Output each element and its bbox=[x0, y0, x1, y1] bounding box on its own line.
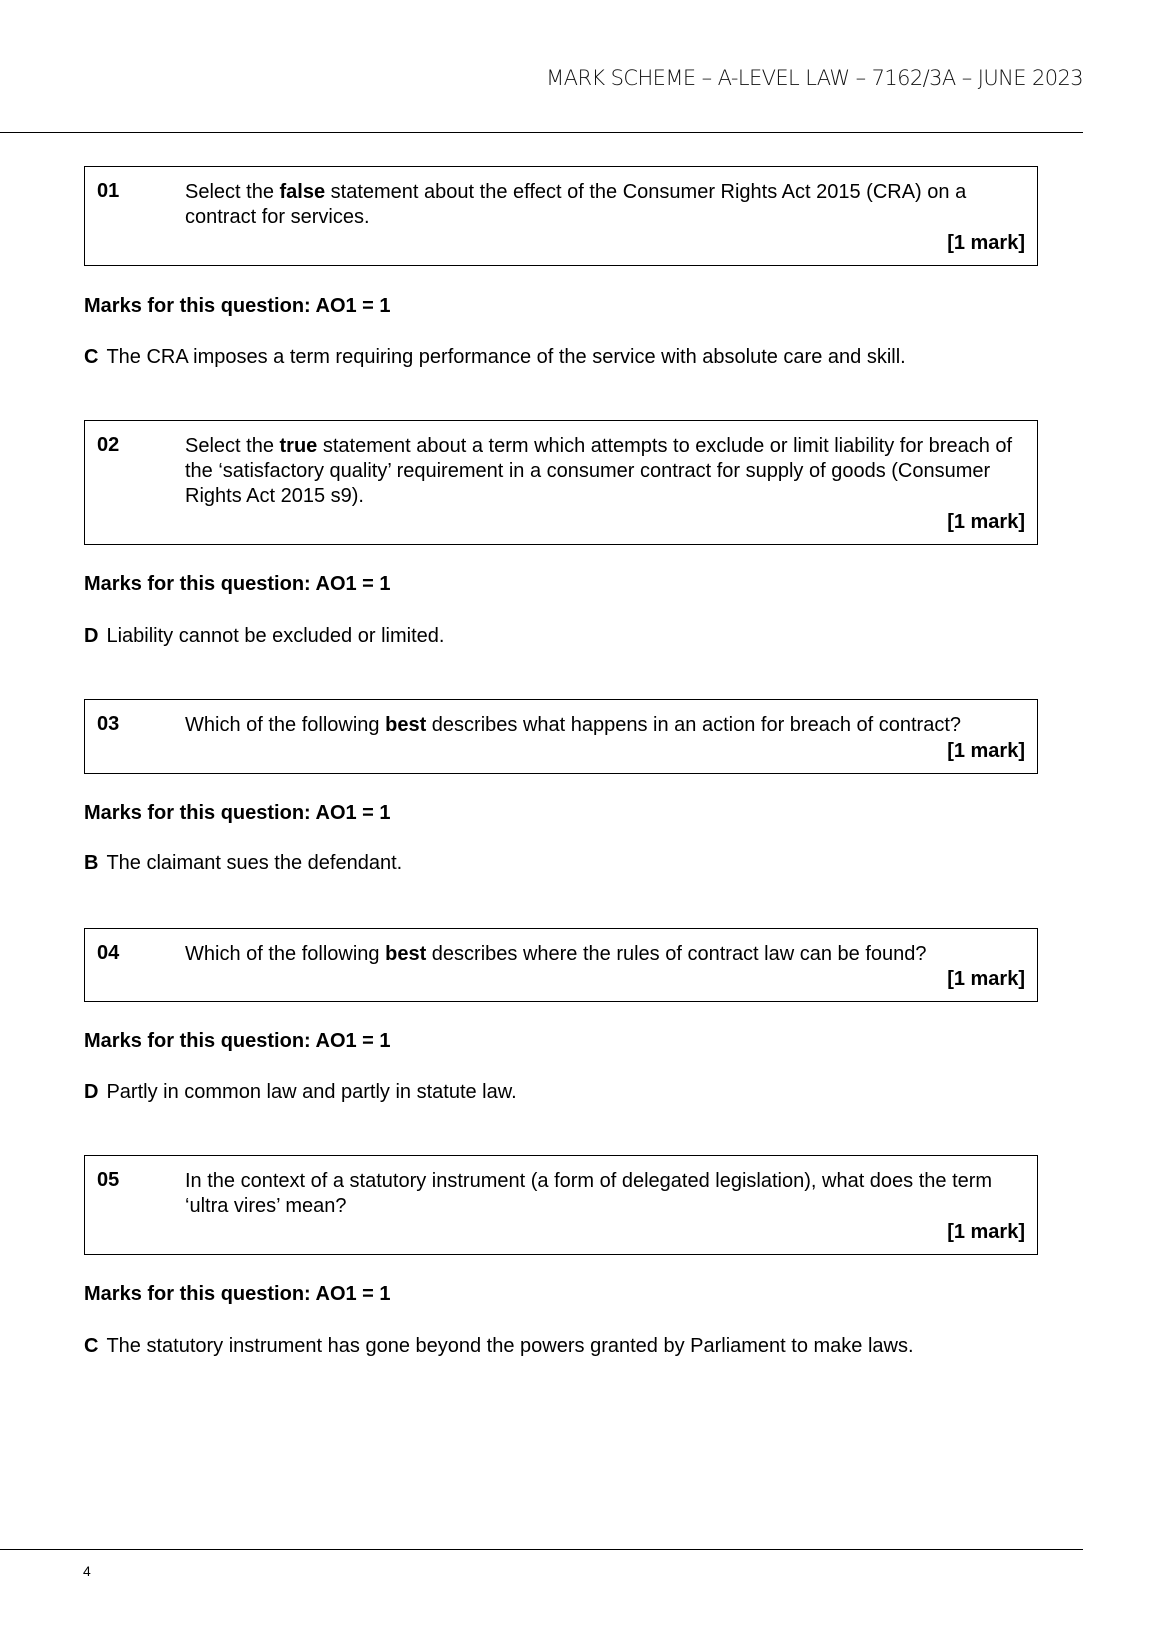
question-number: 03 bbox=[97, 713, 120, 735]
mark-allocation: [1 mark] bbox=[947, 511, 1025, 533]
answer bbox=[84, 1081, 517, 1104]
answer-letter: D bbox=[84, 1081, 99, 1103]
answer bbox=[84, 852, 402, 875]
text: Which of the following bbox=[185, 714, 386, 736]
question-text bbox=[185, 1169, 1025, 1219]
question-box-02 bbox=[84, 420, 1038, 545]
question-text bbox=[185, 180, 1025, 230]
answer-text: The claimant sues the defendant. bbox=[106, 852, 403, 874]
question-number: 04 bbox=[97, 942, 120, 964]
answer-text: The CRA imposes a term requiring performance of the service with absolute care and skill. bbox=[106, 346, 906, 368]
marks-line: Marks for this question: AO1 = 1 bbox=[84, 295, 391, 317]
mark-allocation: [1 mark] bbox=[947, 740, 1025, 762]
answer-text: The statutory instrument has gone beyond the powers granted by Parliament to make laws. bbox=[106, 1335, 914, 1357]
question-box-03 bbox=[84, 699, 1038, 774]
question-number: 01 bbox=[97, 180, 120, 202]
emphasis: false bbox=[279, 181, 326, 203]
mark-allocation: [1 mark] bbox=[947, 1221, 1025, 1243]
header-divider bbox=[0, 132, 1083, 133]
answer-letter: B bbox=[84, 852, 99, 874]
answer-letter: C bbox=[84, 1335, 99, 1357]
emphasis: true bbox=[279, 435, 318, 457]
question-box-04 bbox=[84, 928, 1038, 1002]
marks-line: Marks for this question: AO1 = 1 bbox=[84, 1030, 391, 1052]
answer bbox=[84, 625, 444, 648]
text: Which of the following bbox=[185, 943, 386, 965]
answer-text: Liability cannot be excluded or limited. bbox=[106, 625, 445, 647]
answer-letter: D bbox=[84, 625, 99, 647]
mark-allocation: [1 mark] bbox=[947, 232, 1025, 254]
question-number: 02 bbox=[97, 434, 120, 456]
marks-line: Marks for this question: AO1 = 1 bbox=[84, 802, 391, 824]
text: statement about the effect of the Consumer Rights Act 2015 (CRA) on a contract for services. bbox=[185, 181, 967, 228]
answer-text: Partly in common law and partly in statute law. bbox=[106, 1081, 517, 1103]
text: describes what happens in an action for breach of contract? bbox=[426, 714, 961, 736]
question-text bbox=[185, 713, 1025, 738]
footer-divider bbox=[0, 1549, 1083, 1550]
emphasis: best bbox=[385, 714, 427, 736]
text: Select the bbox=[185, 435, 280, 457]
marks-line: Marks for this question: AO1 = 1 bbox=[84, 1283, 391, 1305]
question-text bbox=[185, 434, 1025, 509]
answer-letter: C bbox=[84, 346, 99, 368]
text: statement about a term which attempts to exclude or limit liability for breach of the ‘satisfactory quality’ requirement in a consumer contract for supply of goods (Consumer Rights Act 2015 s9). bbox=[185, 435, 1013, 507]
text: In the context of a statutory instrument (a form of delegated legislation), what does the term ‘ultra vires’ mean? bbox=[185, 1170, 993, 1217]
mark-allocation: [1 mark] bbox=[947, 968, 1025, 990]
question-number: 05 bbox=[97, 1169, 120, 1191]
answer bbox=[84, 346, 906, 369]
emphasis: best bbox=[385, 943, 427, 965]
question-box-01 bbox=[84, 166, 1038, 266]
page-header-title: MARK SCHEME – A-LEVEL LAW – 7162/3A – JUNE 2023 bbox=[546, 66, 1083, 90]
marks-line: Marks for this question: AO1 = 1 bbox=[84, 573, 391, 595]
question-text bbox=[185, 942, 1025, 967]
question-box-05 bbox=[84, 1155, 1038, 1255]
text: describes where the rules of contract law can be found? bbox=[426, 943, 927, 965]
page-number: 4 bbox=[83, 1563, 91, 1579]
text: Select the bbox=[185, 181, 280, 203]
answer bbox=[84, 1335, 914, 1358]
